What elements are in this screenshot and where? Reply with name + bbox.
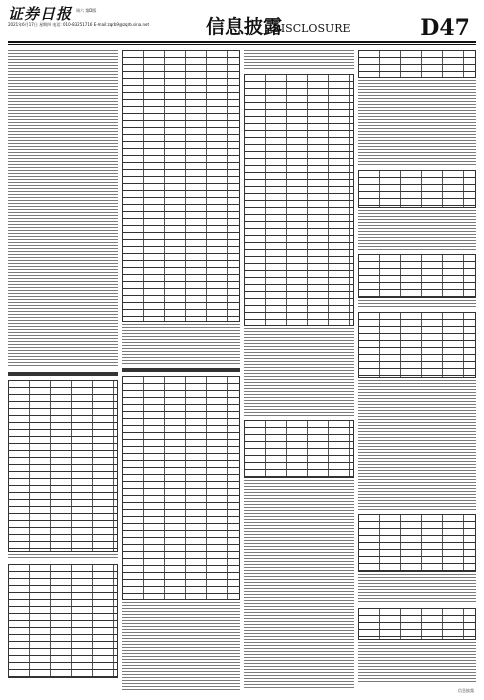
edition-info [76,8,96,13]
text-block [358,574,476,604]
text-block [8,50,118,368]
edition-line: 周六 第D版 [76,8,97,13]
page-number: D47 [420,15,470,41]
text-block [358,80,476,166]
text-block [244,328,354,416]
text-block [8,554,118,560]
text-block [244,480,354,690]
column-2 [122,50,240,690]
text-block [358,300,476,308]
data-table [358,170,476,208]
data-table [358,312,476,378]
data-table [358,50,476,78]
data-table [8,564,118,678]
column-1 [8,50,118,690]
section-title-english: DISCLOSURE [272,22,351,35]
text-block [122,602,240,690]
publication-date-contact [8,22,149,28]
contact-info: 电话: 010-83251716 E-mail:zqrb9@zqrb.sina.net [52,22,150,27]
text-block [358,642,476,682]
data-table [244,420,354,478]
data-table [8,380,118,552]
data-table [122,50,240,322]
header-rule [8,41,476,43]
masthead [0,0,484,46]
newspaper-logo: 证券日报 [8,5,73,23]
column-3 [244,50,354,690]
footer-note: 信息披露 [458,688,474,693]
data-table [358,514,476,572]
table-caption [122,368,240,372]
data-table [358,254,476,298]
publication-date: 2021年6月17日 星期四 [8,22,52,27]
table-caption [8,372,118,376]
data-table [358,608,476,640]
data-table [122,376,240,600]
header-rule-thin [8,44,476,45]
section-title: 信息披露 [206,16,283,38]
column-4 [358,50,476,690]
text-block [122,324,240,364]
text-block [358,380,476,510]
text-block [358,210,476,250]
text-block [244,50,354,70]
data-table [244,74,354,326]
